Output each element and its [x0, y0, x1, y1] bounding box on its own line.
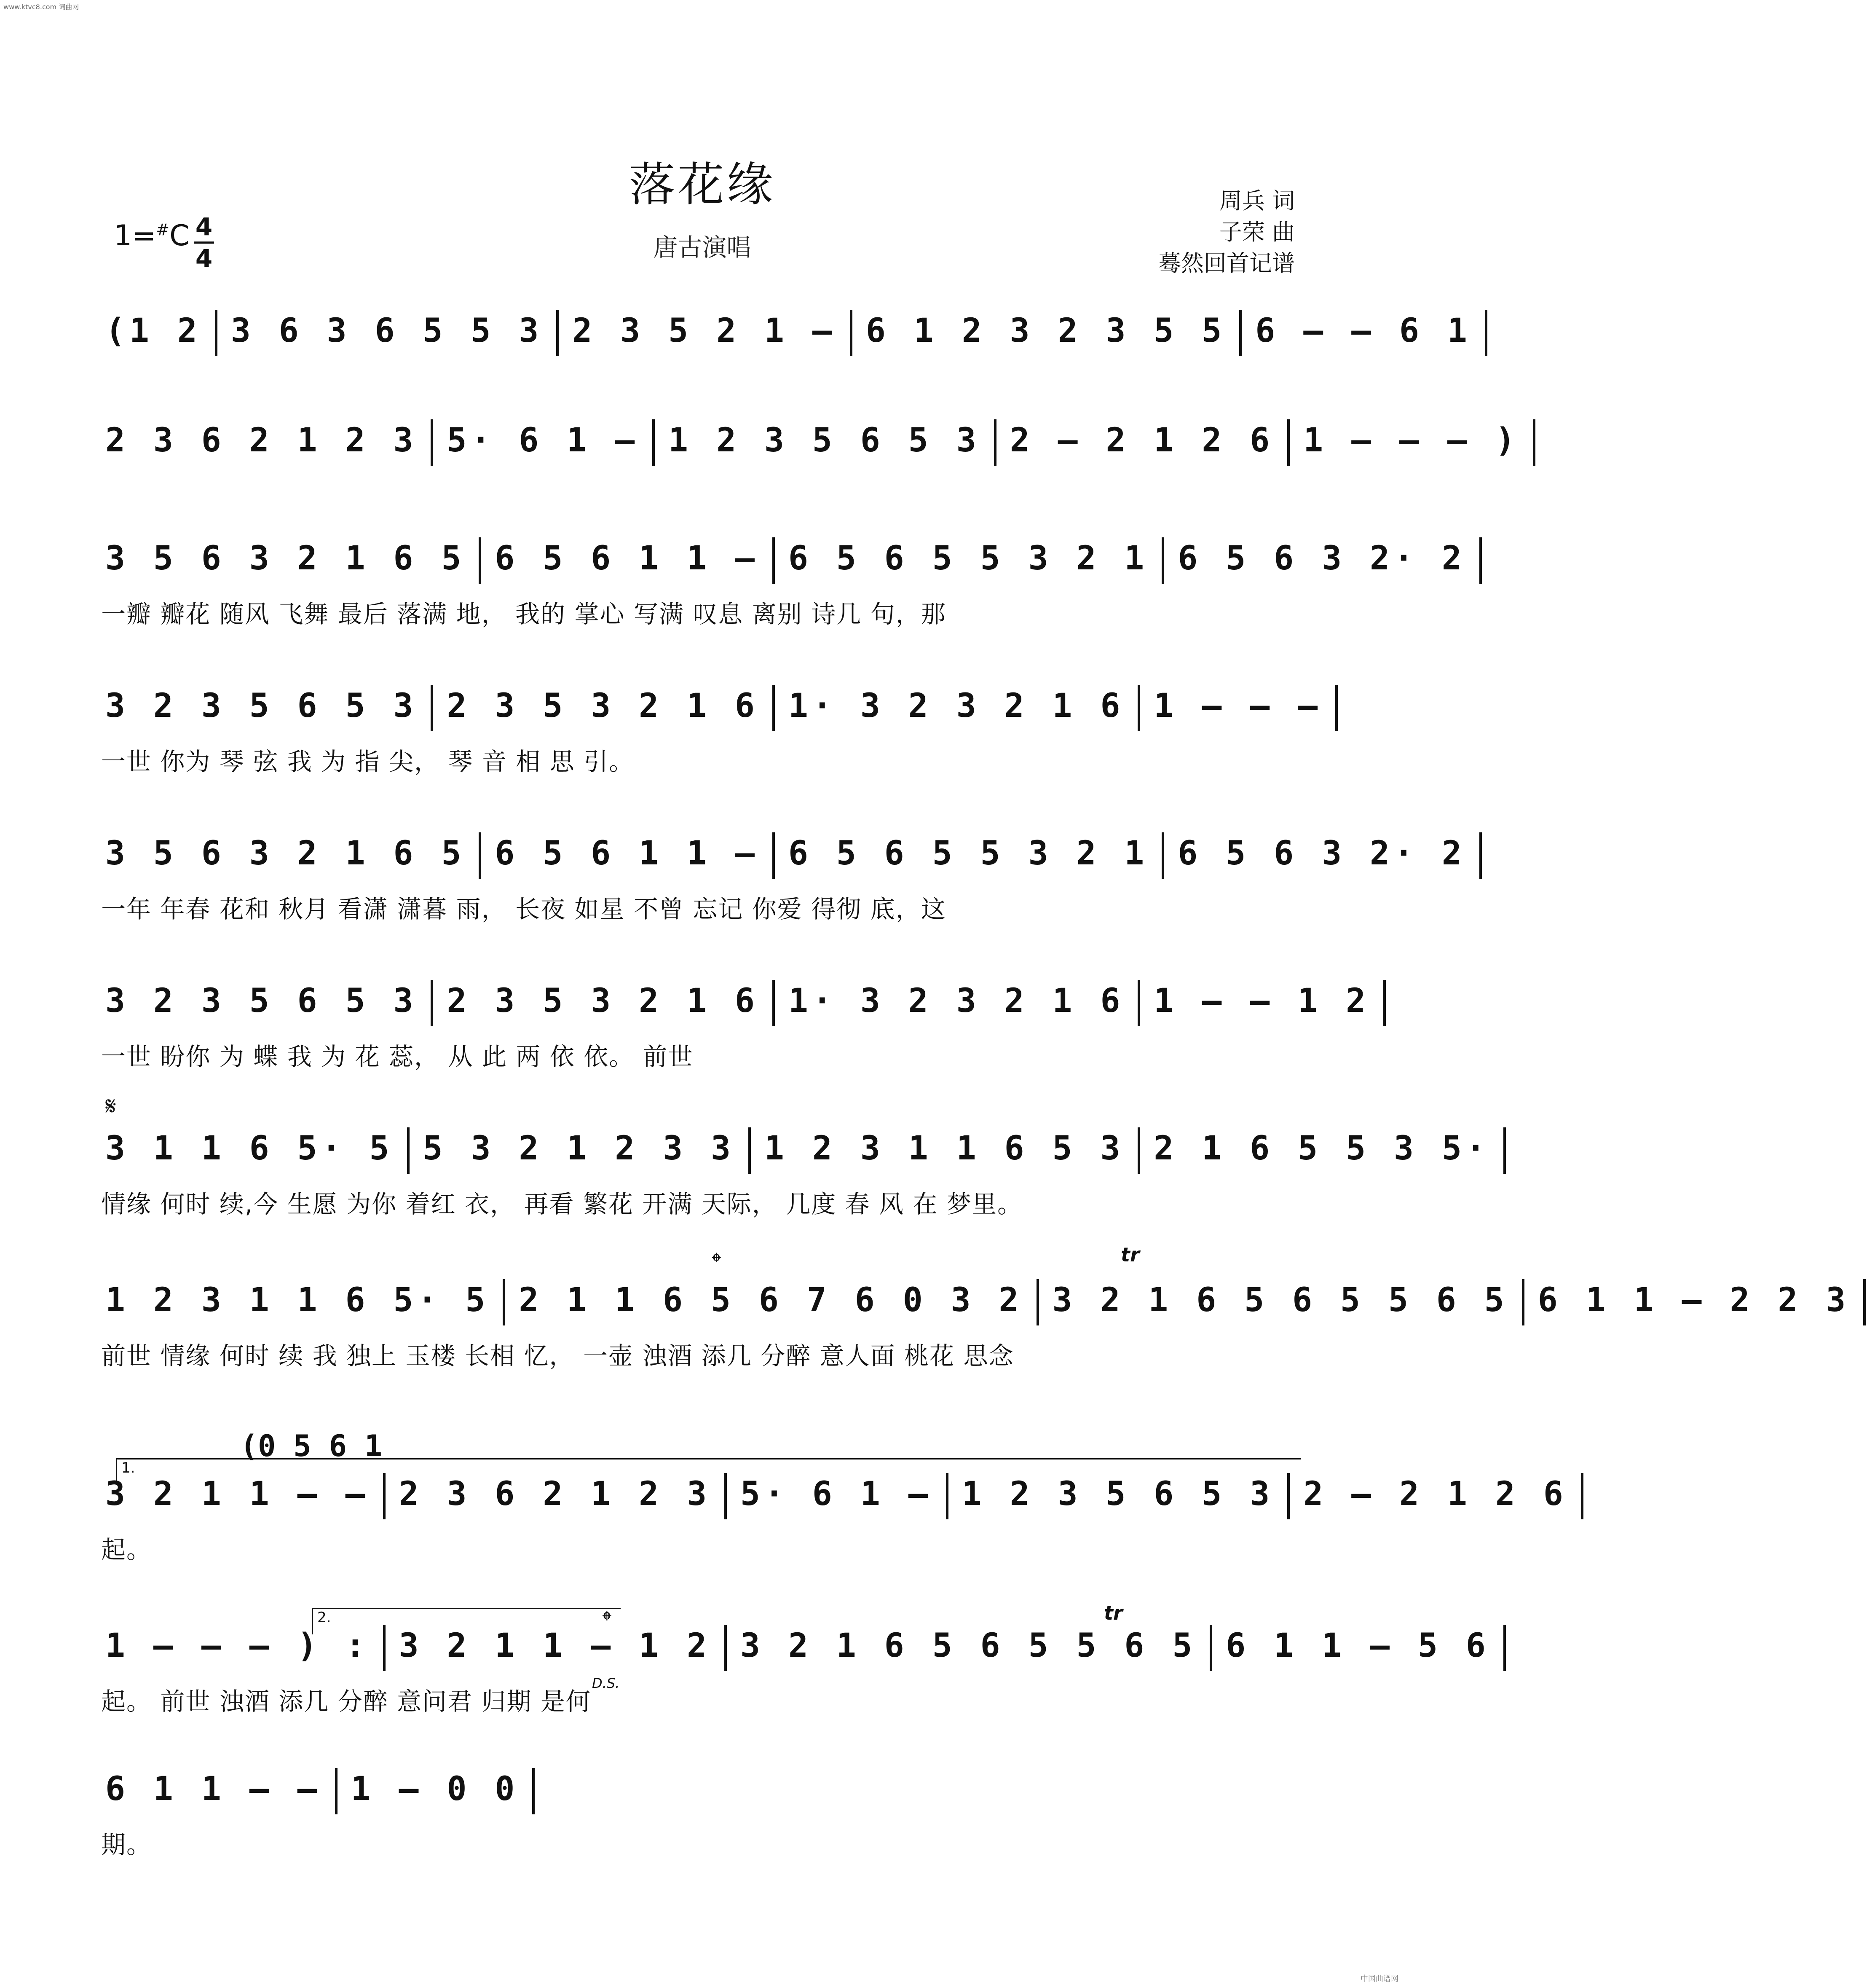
measure: 5· 6 1 –: [447, 421, 639, 459]
measure: 2 3 5 3 2 1 6: [447, 982, 759, 1020]
barline: [215, 310, 217, 356]
transcriber: 蓦然回首记谱: [1158, 250, 1295, 276]
coda-icon-2: 𝄌: [603, 1606, 611, 1635]
measure: (1 2: [105, 312, 201, 350]
barline: [1503, 1127, 1506, 1174]
measure: 2 – 2 1 2 6: [1303, 1475, 1567, 1513]
measure: 2 1 6 5 5 3 5·: [1154, 1129, 1490, 1167]
system-2: [101, 413, 1519, 476]
measure: 3 2 1 1 – –: [105, 1475, 370, 1513]
measure: 6 5 6 1 1 –: [495, 834, 759, 872]
lyrics-line: 起。 前世 浊酒 添几 分醉 意问君 归期 是何: [101, 1687, 592, 1716]
footer-watermark: 中国曲谱网: [1361, 1975, 1398, 1983]
lyrics-line: 前世 情缘 何时 续 我 独上 玉楼 长相 忆， 一壶 浊酒 添几 分醉 意人面 桃花 思念: [101, 1341, 1014, 1370]
barline: [1037, 1279, 1039, 1325]
key-signature: 1=#C: [114, 219, 190, 252]
barline: [850, 310, 852, 356]
measure: 3 2 1 1 – 1 2: [399, 1627, 711, 1665]
singer-line: 唐古演唱: [653, 233, 751, 262]
lyrics-line: 一世 你为 琴 弦 我 为 指 尖， 琴 音 相 思 引。: [101, 747, 635, 776]
notation-line: [101, 1121, 1490, 1176]
system-7: [101, 1121, 1490, 1220]
measure: 5· 6 1 –: [740, 1475, 932, 1513]
lyricist: 周兵 词: [1219, 188, 1295, 214]
lyrics-line: 一世 盼你 为 蝶 我 为 花 蕊， 从 此 两 依 依。 前世: [101, 1042, 694, 1071]
system-1: [101, 303, 1471, 367]
measure: 6 1 1 – –: [105, 1770, 321, 1808]
barline: [994, 419, 996, 466]
measure: 6 1 2 3 2 3 5 5: [865, 312, 1226, 350]
credits: [1158, 185, 1295, 279]
measure: 1 2 3 1 1 6 5· 5: [105, 1281, 490, 1319]
volta-first: 1.: [116, 1458, 1301, 1485]
barline: [431, 980, 433, 1026]
measure: 3 2 3 5 6 5 3: [105, 687, 418, 725]
lyrics-line: 期。: [101, 1830, 152, 1859]
barline: [431, 419, 433, 466]
measure: 1· 3 2 3 2 1 6: [788, 687, 1125, 725]
measure: 2 – 2 1 2 6: [1010, 421, 1274, 459]
measure: 6 5 6 3 2· 2: [1178, 539, 1466, 577]
barline: [1581, 1473, 1583, 1519]
barline: [1138, 1127, 1140, 1174]
measure: 2 3 5 2 1 –: [572, 312, 836, 350]
notation-line: [101, 531, 1466, 586]
measure: 3 2 3 5 6 5 3: [105, 982, 418, 1020]
composer: 子荣 曲: [1219, 219, 1295, 245]
system-11: [101, 1762, 1298, 1860]
barline: [1138, 980, 1140, 1026]
barline: [503, 1279, 505, 1325]
notation-line: [101, 1762, 1298, 1816]
barline: [772, 537, 775, 584]
measure: 6 5 6 5 5 3 2 1: [788, 539, 1149, 577]
barline: [532, 1768, 535, 1814]
measure: 3 2 1 6 5 6 5 5 6 5: [1052, 1281, 1508, 1319]
notation-line: [101, 303, 1471, 358]
barline: [479, 537, 481, 584]
notation-line: [101, 826, 1466, 881]
barline: [407, 1127, 410, 1174]
system-6: [101, 974, 1370, 1072]
measure: 1· 3 2 3 2 1 6: [788, 982, 1125, 1020]
measure: 6 1 1 – 5 6: [1226, 1627, 1490, 1665]
barline: [1863, 1279, 1866, 1325]
barline: [1479, 537, 1482, 584]
system-5: [101, 826, 1466, 925]
barline: [1162, 832, 1164, 879]
barline: [1522, 1279, 1524, 1325]
lyrics-line: 一瓣 瓣花 随风 飞舞 最后 落满 地， 我的 掌心 写满 叹息 离别 诗几 句，那: [101, 600, 946, 628]
measure: 1 – – – ): [1303, 421, 1519, 459]
notation-line: [101, 679, 1322, 733]
trill-mark-2: tr: [1104, 1602, 1123, 1624]
measure: 3 5 6 3 2 1 6 5: [105, 834, 466, 872]
notation-line: [101, 1618, 1490, 1673]
measure: 6 5 6 5 5 3 2 1: [788, 834, 1149, 872]
barline: [1533, 419, 1535, 466]
measure: 1 – – –: [1154, 687, 1322, 725]
measure: 1 – – – ) :: [105, 1627, 370, 1665]
barline: [1485, 310, 1487, 356]
barline: [556, 310, 559, 356]
measure: 1 2 3 1 1 6 5 3: [764, 1129, 1125, 1167]
barline: [431, 685, 433, 731]
coda-icon: 𝄌: [712, 1248, 721, 1277]
volta-second: 2.: [312, 1608, 621, 1634]
measure: 6 – – 6 1: [1255, 312, 1471, 350]
barline: [772, 685, 775, 731]
measure: 3 1 1 6 5· 5: [105, 1129, 394, 1167]
barline: [1335, 685, 1338, 731]
measure: 1 – 0 0: [351, 1770, 519, 1808]
ds-mark: D.S.: [592, 1675, 620, 1691]
system-10: [101, 1618, 1490, 1717]
measure: 2 1 1 6 5 6 7 6 0 3 2: [519, 1281, 1023, 1319]
song-title: 落花缘: [629, 158, 776, 212]
time-signature: 4 4: [194, 213, 214, 272]
barline: [1162, 537, 1164, 584]
barline: [479, 832, 481, 879]
measure: 1 2 3 5 6 5 3: [668, 421, 980, 459]
measure: 1 2 3 5 6 5 3: [962, 1475, 1274, 1513]
measure: 2 3 5 3 2 1 6: [447, 687, 759, 725]
barline: [772, 832, 775, 879]
measure: 1 – – 1 2: [1154, 982, 1370, 1020]
barline: [1383, 980, 1386, 1026]
measure: 2 3 6 2 1 2 3: [399, 1475, 711, 1513]
system-8: [101, 1273, 1850, 1371]
pickup-notes: (0 5 6 1: [240, 1429, 383, 1463]
barline: [1479, 832, 1482, 879]
measure: 2 3 6 2 1 2 3: [105, 421, 418, 459]
measure: 6 1 1 – 2 2 3: [1538, 1281, 1850, 1319]
trill-mark: tr: [1121, 1243, 1140, 1266]
notation-line: [101, 974, 1370, 1028]
notation-line: [101, 413, 1519, 468]
segno-icon: 𝄋: [105, 1092, 116, 1121]
barline: [1239, 310, 1242, 356]
measure: 6 5 6 1 1 –: [495, 539, 759, 577]
system-4: [101, 679, 1322, 777]
system-3: [101, 531, 1466, 630]
lyrics-line: 一年 年春 花和 秋月 看潇 潇暮 雨， 长夜 如星 不曾 忘记 你爱 得彻 底，这: [101, 895, 946, 923]
barline: [652, 419, 655, 466]
barline: [335, 1768, 338, 1814]
barline: [1210, 1625, 1212, 1671]
barline: [1138, 685, 1140, 731]
measure: 5 3 2 1 2 3 3: [423, 1129, 735, 1167]
barline: [772, 980, 775, 1026]
barline: [1503, 1625, 1506, 1671]
measure: 3 6 3 6 5 5 3: [230, 312, 543, 350]
lyrics-line: 起。: [101, 1535, 152, 1564]
barline: [724, 1625, 727, 1671]
barline: [748, 1127, 751, 1174]
measure: 3 5 6 3 2 1 6 5: [105, 539, 466, 577]
site-watermark: www.ktvc8.com 词曲网: [3, 3, 79, 11]
lyrics-line: 情缘 何时 续,今 生愿 为你 着红 衣， 再看 繁花 开满 天际， 几度 春 风 在 梦里。: [101, 1190, 1023, 1218]
measure: 6 5 6 3 2· 2: [1178, 834, 1466, 872]
measure: 3 2 1 6 5 6 5 5 6 5: [740, 1627, 1197, 1665]
notation-line: [101, 1273, 1850, 1328]
barline: [1287, 419, 1290, 466]
